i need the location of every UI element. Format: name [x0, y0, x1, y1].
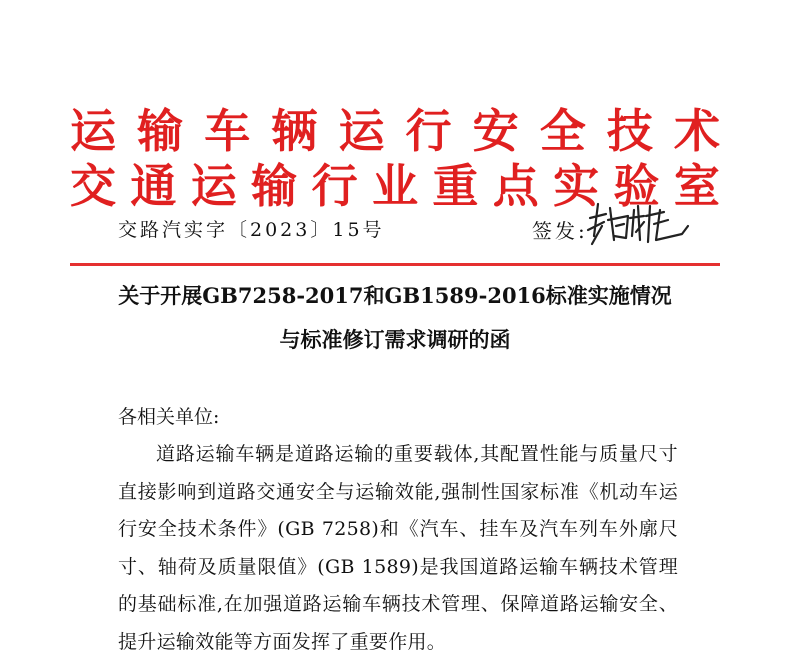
org-char: 运 [338, 104, 385, 158]
org-char: 通 [130, 159, 177, 213]
org-char: 辆 [271, 104, 318, 158]
org-char: 全 [539, 104, 586, 158]
sign-label: 签发: [532, 219, 588, 243]
letter-title-line1: 关于开展GB7258-2017和GB1589-2016标准实施情况 [118, 283, 672, 308]
org-char: 术 [673, 104, 720, 158]
org-char: 行 [405, 104, 452, 158]
org-char: 室 [673, 159, 720, 213]
org-char: 实 [553, 159, 600, 213]
header-divider [70, 263, 720, 266]
org-char: 车 [204, 104, 251, 158]
letter-title-line2: 与标准修订需求调研的函 [279, 327, 511, 352]
org-char: 交 [70, 159, 116, 213]
org-char: 输 [137, 104, 184, 158]
org-char: 行 [311, 159, 358, 213]
org-char: 输 [251, 159, 298, 213]
document-number: 交路汽实字〔2023〕15号 [118, 219, 385, 241]
handwritten-signature [584, 196, 694, 252]
org-char: 点 [492, 159, 539, 213]
org-char: 技 [606, 104, 653, 158]
org-char: 运 [70, 104, 116, 158]
org-char: 验 [613, 159, 660, 213]
salutation: 各相关单位: [118, 406, 220, 428]
org-char: 运 [190, 159, 237, 213]
body-paragraph: 道路运输车辆是道路运输的重要载体,其配置性能与质量尺寸直接影响到道路交通安全与运输效能,强制性国家标准《机动车运行安全技术条件》(GB 7258)和《汽车、挂车及汽车列车外廓尺寸、轴荷及质量限值》(GB 1589)是我国道路运输车辆技术管理的基础标准,在加强道路运输车辆技术管理、保障道路运输安全、提升运输效能等方面发挥了重要作用。 [118, 443, 678, 653]
org-char: 业 [371, 159, 418, 213]
org-char: 安 [472, 104, 519, 158]
org-char: 重 [432, 159, 479, 213]
